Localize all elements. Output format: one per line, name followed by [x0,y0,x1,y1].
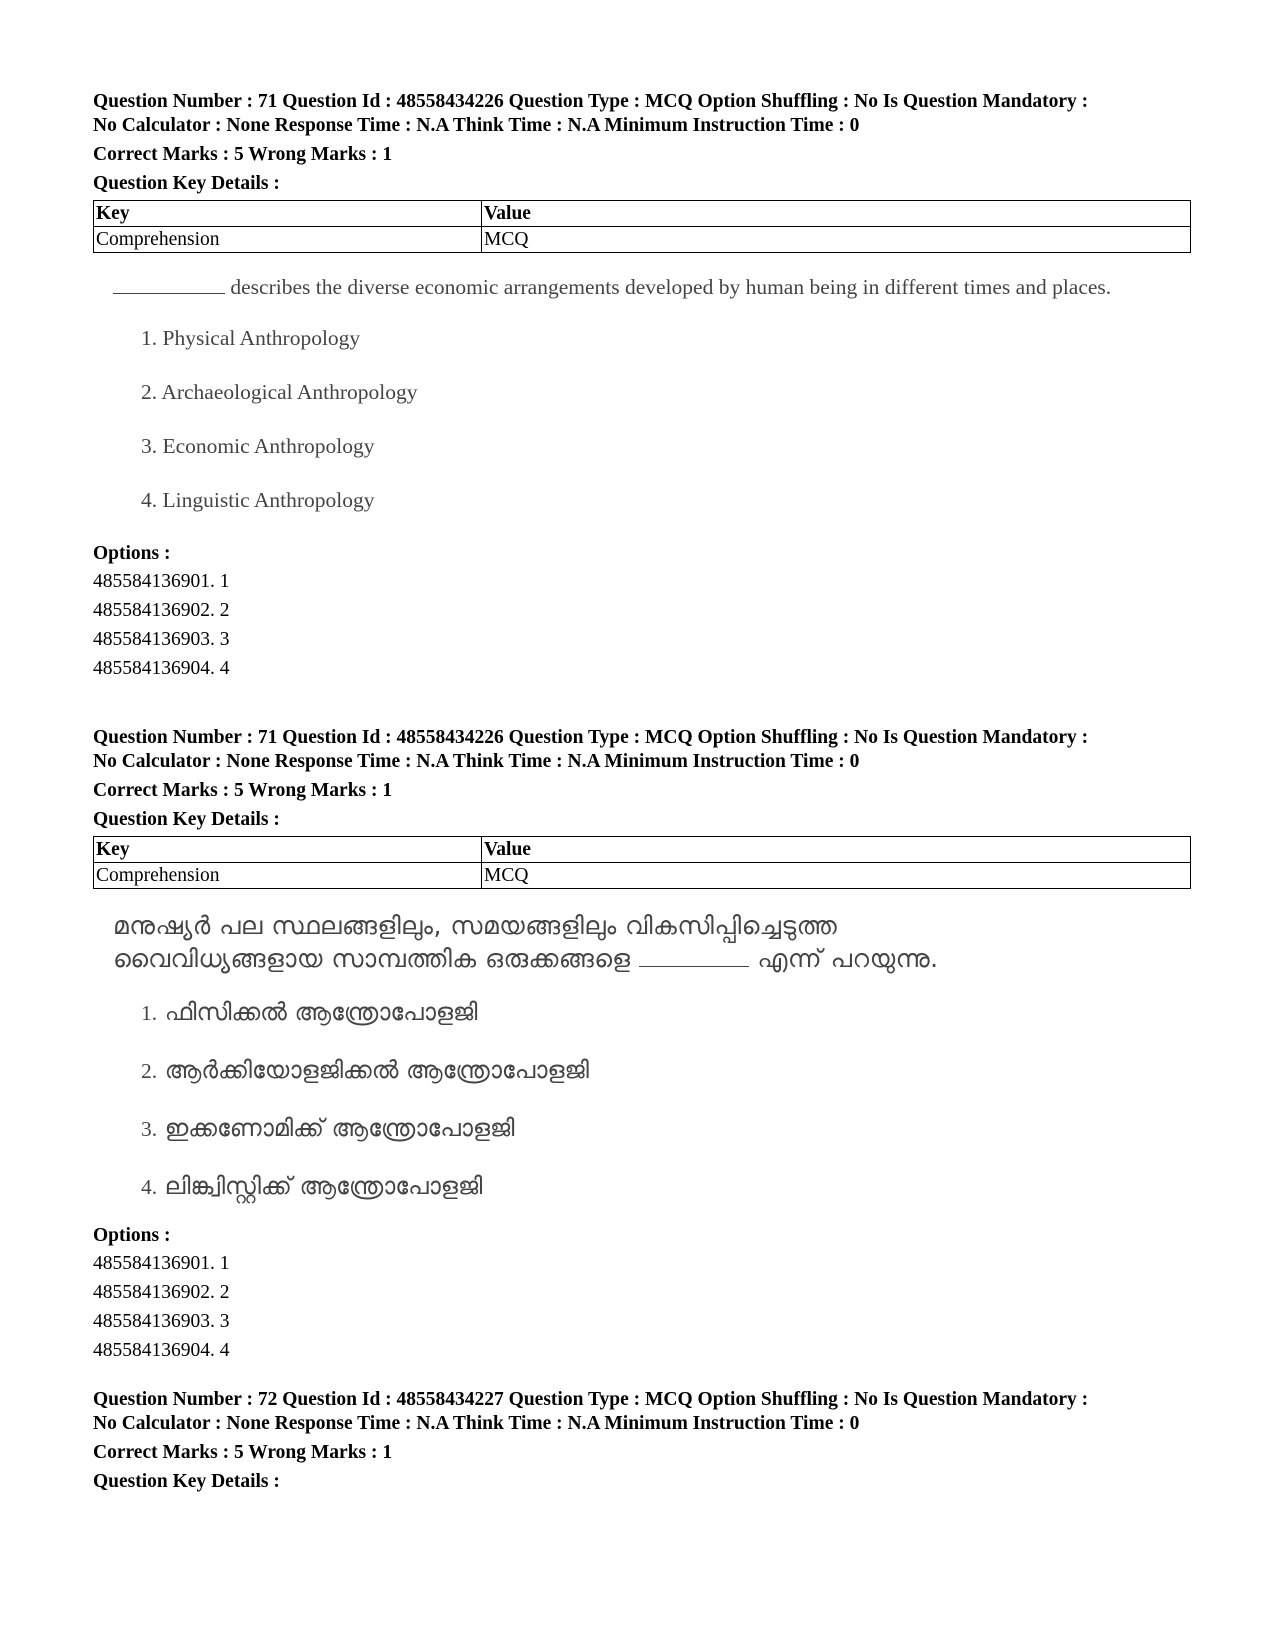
key-details-table [93,200,1191,253]
table-row [94,863,1191,889]
choice-item [141,1041,1183,1099]
choice-text: ആർക്കിയോളജിക്കൽ ആന്ത്രോപോളജി [164,1056,589,1084]
key-details-label: Question Key Details : [93,1471,280,1492]
choice-item [141,1157,1183,1215]
marks-line: Correct Marks : 5 Wrong Marks : 1 [93,1442,393,1463]
table-cell-value: MCQ [482,863,1191,889]
option-id-line: 485584136902. 2 [93,600,230,621]
fill-in-blank [113,275,225,294]
question-block-1 [93,90,1183,683]
option-id-line: 485584136903. 3 [93,1311,230,1332]
option-id-line: 485584136904. 4 [93,1340,230,1361]
choice-text: ഫിസിക്കൽ ആന്ത്രോപോളജി [164,998,478,1026]
key-details-label: Question Key Details : [93,809,280,830]
option-id-line: 485584136904. 4 [93,658,230,679]
question-text-line1: മനുഷ്യർ പല സ്ഥലങ്ങളിലും, സമയങ്ങളിലും വികസിപ്പിച്ചെടുത്ത [113,911,838,940]
key-details-table [93,836,1191,889]
option-id-line: 485584136901. 1 [93,1253,230,1274]
choice-number: 2. [141,1059,158,1083]
question-text-line2-post: എന്ന് പറയുന്നു. [748,944,939,973]
question-header-line1: Question Number : 71 Question Id : 48558434226 Question Type : MCQ Option Shuffling : No Is Question Mandatory : [93,727,1089,748]
choice-list [93,983,1183,1215]
question-text-line2-pre: വൈവിധ്യങ്ങളായ സാമ്പത്തിക ഒരുക്കങ്ങളെ [113,944,639,973]
question-header-line1: Question Number : 72 Question Id : 48558434227 Question Type : MCQ Option Shuffling : No Is Question Mandatory : [93,1389,1089,1410]
question-text-malayalam [113,909,1173,975]
table-header-key: Key [94,837,482,863]
question-header-line2: No Calculator : None Response Time : N.A Think Time : N.A Minimum Instruction Time : 0 [93,1413,860,1434]
option-id-line: 485584136902. 2 [93,1282,230,1303]
choice-number: 3. [141,1117,158,1141]
question-text-body: describes the diverse economic arrangements developed by human being in different times and places. [225,275,1112,299]
choice-number: 1. [141,1001,158,1025]
choice-text: ഇക്കണോമിക്ക് ആന്ത്രോപോളജി [164,1114,515,1142]
question-block-2 [93,726,1183,1365]
choice-text: ലിങ്ക്വിസ്റ്റിക്ക് ആന്ത്രോപോളജി [164,1172,483,1200]
question-header-line2: No Calculator : None Response Time : N.A Think Time : N.A Minimum Instruction Time : 0 [93,115,860,136]
choice-item: 4. Linguistic Anthropology [141,488,375,512]
question-header-line1: Question Number : 71 Question Id : 48558434226 Question Type : MCQ Option Shuffling : No Is Question Mandatory : [93,91,1089,112]
table-cell-key: Comprehension [94,863,482,889]
table-row [94,227,1191,253]
option-id-line: 485584136903. 3 [93,629,230,650]
marks-line: Correct Marks : 5 Wrong Marks : 1 [93,780,393,801]
options-label: Options : [93,543,171,564]
question-text-line2 [113,942,1173,975]
choice-item: 1. Physical Anthropology [141,326,361,350]
table-cell-value: MCQ [482,227,1191,253]
option-id-line: 485584136901. 1 [93,571,230,592]
key-details-label: Question Key Details : [93,173,280,194]
options-label: Options : [93,1225,171,1246]
choice-item [141,983,1183,1041]
table-header-value: Value [482,201,1191,227]
choice-list [93,311,1183,527]
choice-item [141,1099,1183,1157]
question-header-line2: No Calculator : None Response Time : N.A Think Time : N.A Minimum Instruction Time : 0 [93,751,860,772]
table-header-row [94,201,1191,227]
fill-in-blank [639,944,749,967]
choice-item: 2. Archaeological Anthropology [141,380,418,404]
table-header-key: Key [94,201,482,227]
choice-item: 3. Economic Anthropology [141,434,375,458]
marks-line: Correct Marks : 5 Wrong Marks : 1 [93,144,393,165]
choice-number: 4. [141,1175,158,1199]
table-cell-key: Comprehension [94,227,482,253]
question-block-3 [93,1388,1183,1494]
table-header-value: Value [482,837,1191,863]
question-text [113,273,1123,301]
table-header-row [94,837,1191,863]
